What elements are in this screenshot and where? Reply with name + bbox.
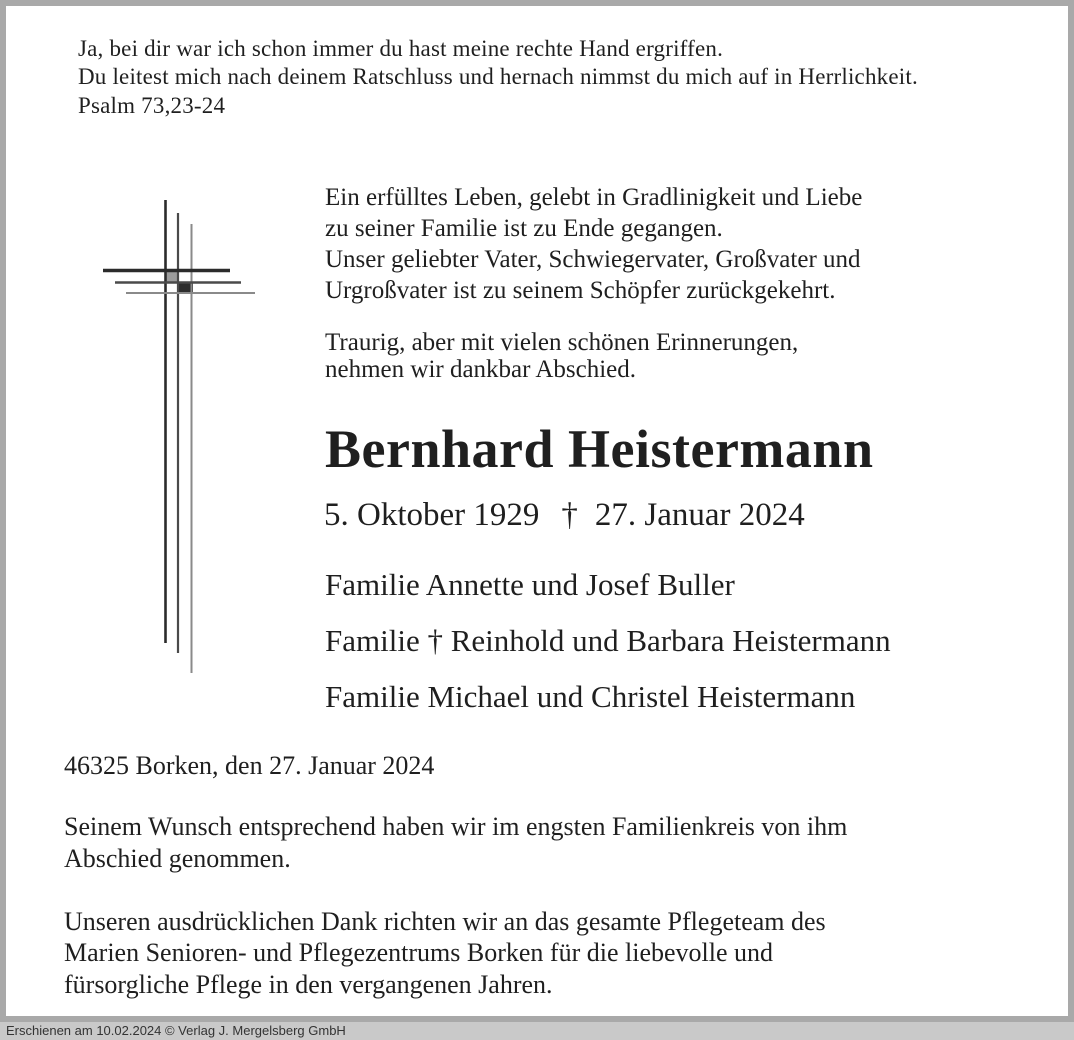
intro-line-3: Unser geliebter Vater, Schwiegervater, Großvater und [325, 246, 861, 273]
intro-line-4: Urgroßvater ist zu seinem Schöpfer zurückgekehrt. [325, 277, 836, 304]
scripture-line-2: Du leitest mich nach deinem Ratschluss und hernach nimmst du mich auf in Herrlichkeit. [78, 64, 918, 89]
life-dates [324, 499, 805, 532]
deceased-name: Bernhard Heistermann [325, 419, 874, 479]
birth-date: 5. Oktober 1929 [324, 497, 540, 533]
private-farewell-line-1: Seinem Wunsch entsprechend haben wir im engsten Familienkreis von ihm [64, 812, 848, 841]
memorial-cross-icon [95, 195, 260, 680]
family-line-3: Familie Michael und Christel Heistermann [325, 679, 856, 714]
death-date: 27. Januar 2024 [594, 497, 805, 533]
scripture-reference: Psalm 73,23-24 [78, 93, 226, 118]
publisher-footer-text: Erschienen am 10.02.2024 © Verlag J. Mergelsberg GmbH [6, 1023, 346, 1038]
intro-line-2: zu seiner Familie ist zu Ende gegangen. [325, 215, 723, 242]
thanks-line-2: Marien Senioren- und Pflegezentrums Borken für die liebevolle und [64, 938, 774, 967]
family-line-2: Familie † Reinhold und Barbara Heistermann [325, 623, 891, 658]
death-cross-symbol: † [561, 497, 578, 533]
thanks-line-1: Unseren ausdrücklichen Dank richten wir an das gesamte Pflegeteam des [64, 907, 826, 936]
thanks-line-3: fürsorgliche Pflege in den vergangenen Jahren. [64, 970, 553, 999]
intro-line-1: Ein erfülltes Leben, gelebt in Gradlinigkeit und Liebe [325, 184, 863, 211]
farewell-line-2: nehmen wir dankbar Abschied. [325, 356, 637, 383]
memorial-cross-graphic [95, 195, 260, 680]
scripture-line-1: Ja, bei dir war ich schon immer du hast meine rechte Hand ergriffen. [78, 36, 724, 61]
private-farewell-line-2: Abschied genommen. [64, 844, 291, 873]
farewell-line-1: Traurig, aber mit vielen schönen Erinnerungen, [325, 329, 799, 356]
family-line-1: Familie Annette und Josef Buller [325, 567, 735, 602]
location-date: 46325 Borken, den 27. Januar 2024 [64, 751, 435, 780]
